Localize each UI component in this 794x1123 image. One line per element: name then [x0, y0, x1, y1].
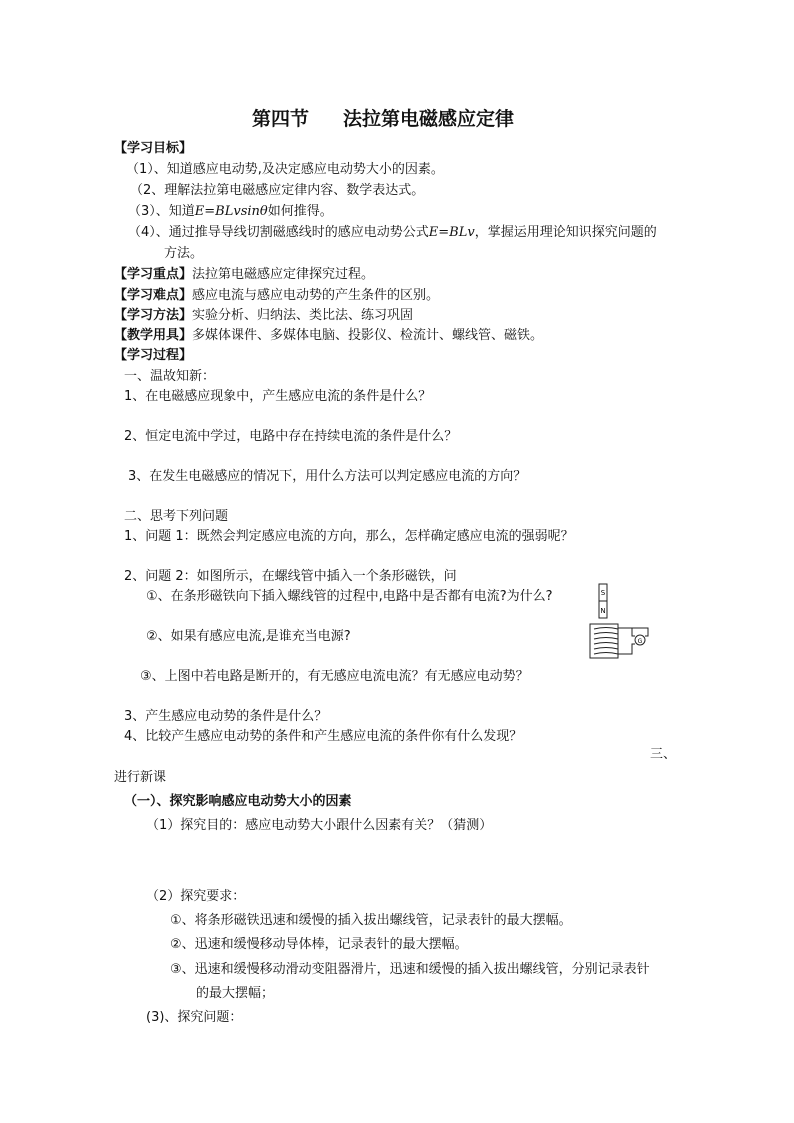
objective-3: （3）、知道E=BLvsinθ如何推得。 [128, 204, 333, 219]
magnet-s-label: S [600, 589, 606, 597]
think-q4: 4、比较产生感应电动势的条件和产生感应电流的条件你有什么发现？ [124, 729, 523, 744]
review-q2: 2、恒定电流中学过，电路中存在持续电流的条件是什么？ [124, 429, 458, 444]
objectives-heading: 【学习目标】 [114, 141, 193, 156]
page-title [252, 107, 514, 131]
subsection-heading: （一）、探究影响感应电动势大小的因素 [124, 794, 352, 809]
think-q3: 3、产生感应电动势的条件是什么？ [124, 709, 328, 724]
key-points: 【学习重点】法拉第电磁感应定律探究过程。 [114, 267, 375, 282]
solenoid-diagram [588, 582, 654, 662]
new-lesson-heading: 进行新课 [114, 770, 167, 785]
galvanometer [635, 635, 645, 645]
new-lesson-number: 三、 [650, 747, 677, 762]
think-heading: 二、思考下列问题 [124, 509, 229, 524]
difficulties: 【学习难点】感应电流与感应电动势的产生条件的区别。 [114, 288, 440, 303]
review-q1: 1、在电磁感应现象中，产生感应电流的条件是什么？ [124, 389, 432, 404]
think-q2: 2、问题 2：如图所示，在螺线管中插入一个条形磁铁，问 [124, 569, 457, 584]
section-number: 第四节 [252, 108, 310, 130]
explore-questions: (3)、探究问题： [146, 1010, 243, 1025]
requirement-3: ③、迅速和缓慢移动滑动变阻器滑片，迅速和缓慢的插入拔出螺线管，分别记录表针 [170, 962, 650, 977]
formula-emf-sin: E=BLvsin [194, 204, 260, 219]
objective-1: （1）、知道感应电动势,及决定感应电动势大小的因素。 [126, 162, 444, 177]
think-q1: 1、问题 1：既然会判定感应电流的方向，那么，怎样确定感应电流的强弱呢？ [124, 529, 574, 544]
objective-4: （4）、通过推导导线切割磁感线时的感应电动势公式E=BLv，掌握运用理论知识探究问题的 [128, 225, 657, 240]
explore-requirements: （2）探究要求： [146, 889, 246, 904]
magnet-n-label: N [600, 607, 606, 615]
methods: 【学习方法】实验分析、归纳法、类比法、练习巩固 [114, 308, 414, 323]
explore-purpose: （1）探究目的：感应电动势大小跟什么因素有关？（猜测） [146, 818, 493, 833]
review-heading: 一、温故知新： [124, 369, 216, 384]
process-heading: 【学习过程】 [114, 348, 193, 363]
review-q3: 3、在发生电磁感应的情况下，用什么方法可以判定感应电流的方向？ [128, 469, 527, 484]
requirement-1: ①、将条形磁铁迅速和缓慢的插入拔出螺线管，记录表针的最大摆幅。 [170, 913, 572, 928]
section-name: 法拉第电磁感应定律 [343, 108, 515, 130]
theta-symbol: θ [259, 204, 268, 219]
galvanometer-label: G [637, 638, 643, 645]
solenoid-coil [590, 624, 618, 658]
objective-4-cont: 方法。 [164, 246, 204, 261]
formula-emf: E=BLv [428, 225, 475, 240]
think-q2b: ②、如果有感应电流,是谁充当电源? [146, 629, 351, 644]
requirement-2: ②、迅速和缓慢移动导体棒，记录表针的最大摆幅。 [170, 937, 468, 952]
think-q2a: ①、在条形磁铁向下插入螺线管的过程中,电路中是否都有电流?为什么? [146, 589, 553, 604]
bar-magnet [599, 584, 607, 618]
requirement-3-cont: 的最大摆幅； [196, 986, 275, 1001]
tools: 【教学用具】多媒体课件、多媒体电脑、投影仪、检流计、螺线管、磁铁。 [114, 328, 544, 343]
think-q2c: ③、上图中若电路是断开的，有无感应电流电流？有无感应电动势？ [140, 669, 529, 684]
objective-2: （2、理解法拉第电磁感应定律内容、数学表达式。 [130, 183, 425, 198]
